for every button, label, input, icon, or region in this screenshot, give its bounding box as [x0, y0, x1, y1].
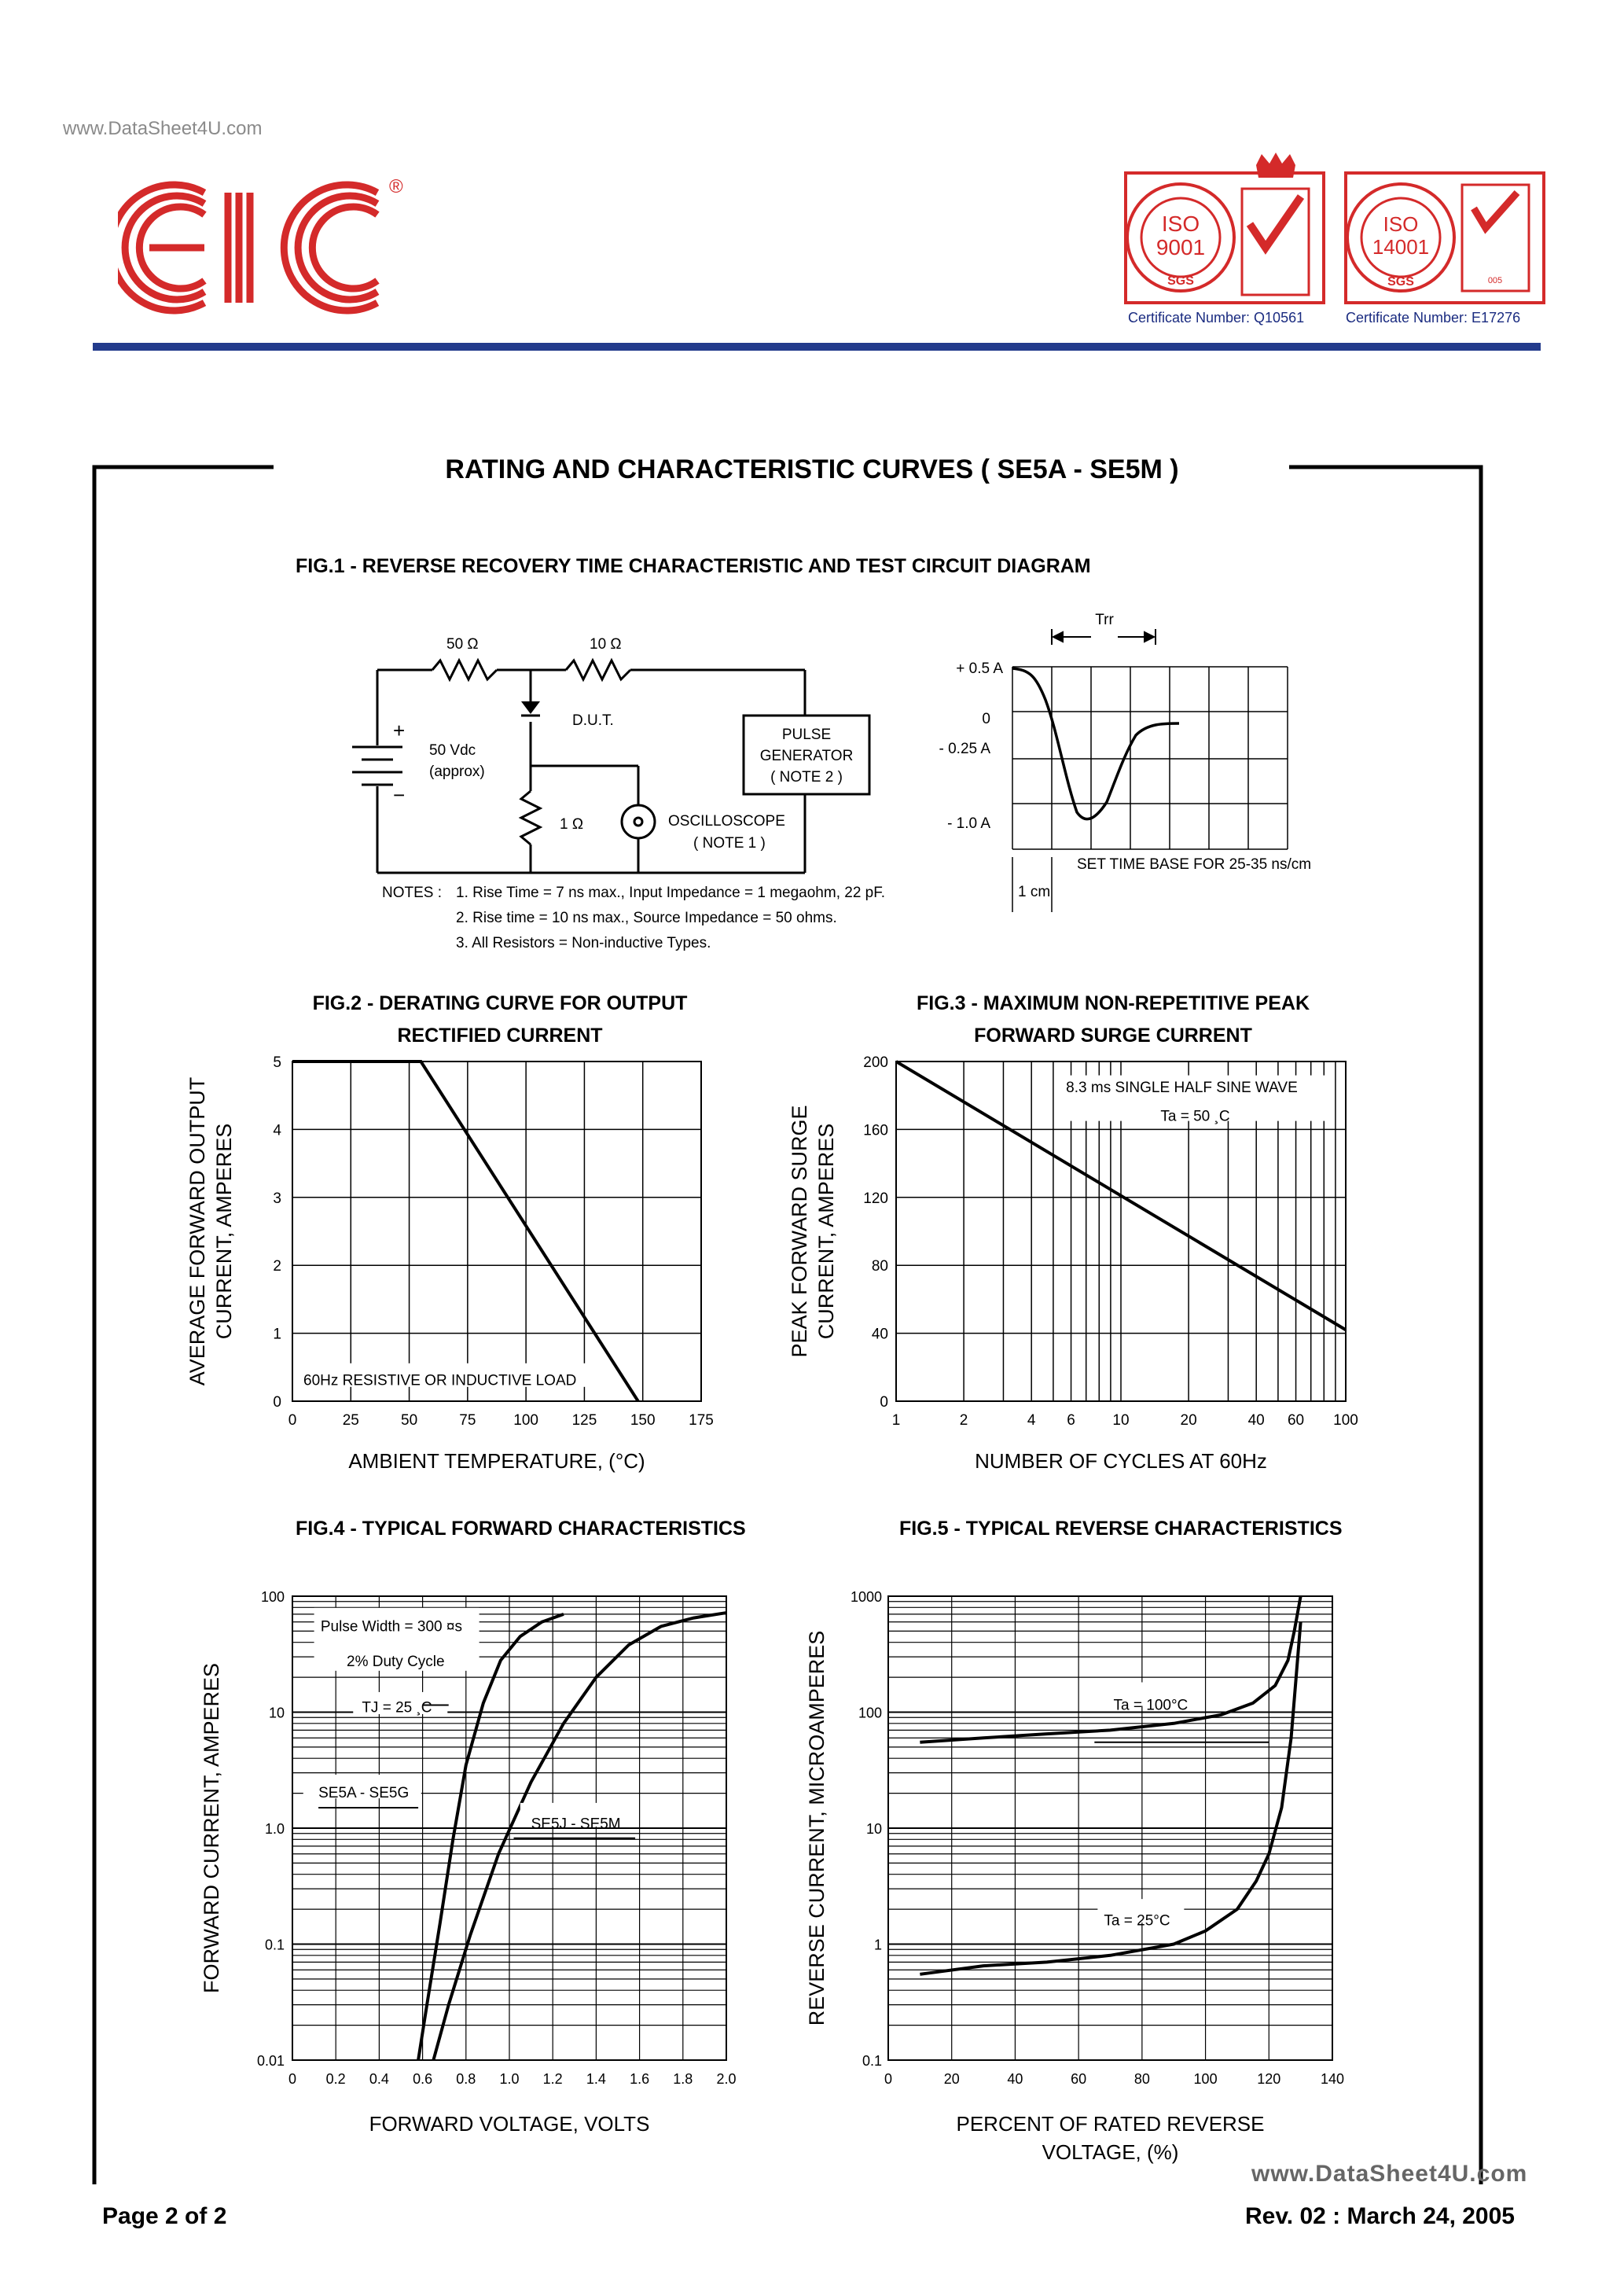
svg-text:1 cm: 1 cm	[1018, 884, 1051, 900]
y-axis-label: AVERAGE FORWARD OUTPUT	[186, 1076, 209, 1386]
revision: Rev. 02 : March 24, 2005	[1245, 2203, 1515, 2229]
svg-text:SGS: SGS	[1387, 275, 1414, 289]
x-tick-label: 0.4	[369, 2071, 389, 2087]
svg-text:NOTES :: NOTES :	[382, 885, 443, 901]
annotation: Pulse Width = 300 ¤s	[320, 1618, 462, 1636]
y-tick-label: 100	[260, 1589, 285, 1605]
x-tick-label: 60	[1287, 1412, 1305, 1429]
annotation: Ta = 50 ¸C	[1160, 1108, 1230, 1125]
fig1-title: FIG.1 - REVERSE RECOVERY TIME CHARACTERISTIC AND TEST CIRCUIT DIAGRAM	[296, 555, 1091, 577]
eic-logo	[118, 169, 432, 318]
svg-text:PULSE: PULSE	[781, 727, 832, 743]
y-axis-label: FORWARD CURRENT, AMPERES	[200, 1662, 223, 1994]
x-tick-label: 50	[401, 1412, 418, 1429]
grid	[888, 1596, 1332, 2060]
x-tick-label: 125	[571, 1412, 597, 1429]
annotation: 60Hz RESISTIVE OR INDUCTIVE LOAD	[303, 1372, 577, 1389]
x-tick-label: 0	[288, 2071, 297, 2087]
page-number: Page 2 of 2	[102, 2203, 227, 2229]
y-tick-label: 80	[871, 1258, 888, 1275]
svg-text:50 Vdc: 50 Vdc	[429, 742, 476, 759]
svg-text:0: 0	[982, 711, 990, 727]
x-tick-label: 0.8	[456, 2071, 476, 2087]
x-tick-label: 20	[943, 2071, 960, 2087]
series-se5a-se5g	[418, 1614, 564, 2060]
x-axis-label: AMBIENT TEMPERATURE, (°C)	[348, 1449, 645, 1473]
y-tick-label: 1.0	[264, 1821, 285, 1837]
y-tick-label: 1000	[850, 1589, 882, 1605]
svg-text:ISO: ISO	[1383, 212, 1419, 236]
x-tick-label: 100	[1333, 1412, 1358, 1429]
fig5-title: FIG.5 - TYPICAL REVERSE CHARACTERISTICS	[899, 1518, 1343, 1540]
y-tick-label: 120	[863, 1190, 888, 1207]
fig4-title: FIG.4 - TYPICAL FORWARD CHARACTERISTICS	[296, 1518, 746, 1540]
svg-text:( NOTE 2 ): ( NOTE 2 )	[770, 769, 843, 786]
y-tick-label: 200	[863, 1054, 888, 1071]
series-label: SE5A - SE5G	[318, 1784, 410, 1801]
x-tick-label: 1.6	[630, 2071, 650, 2087]
svg-text:14001: 14001	[1372, 235, 1430, 259]
svg-text:- 0.25 A: - 0.25 A	[939, 741, 990, 757]
svg-text:9001: 9001	[1156, 235, 1206, 259]
cert-number-e: Certificate Number: E17276	[1346, 310, 1521, 326]
svg-text:( NOTE 1 ): ( NOTE 1 )	[693, 835, 766, 852]
fig1-waveform	[912, 605, 1352, 920]
iso9001-seal	[1124, 149, 1328, 330]
y-tick-label: 0	[273, 1394, 281, 1411]
svg-text:SGS: SGS	[1167, 274, 1194, 288]
y-tick-label: 1	[273, 1326, 281, 1343]
derating-curve	[292, 1062, 638, 1401]
x-tick-label: 60	[1071, 2071, 1087, 2087]
y-tick-label: 100	[858, 1705, 882, 1721]
annotation: TJ = 25 ¸C	[362, 1699, 432, 1716]
svg-text:Trr: Trr	[1095, 612, 1114, 628]
fig4-chart	[173, 1580, 755, 2147]
x-tick-label: 4	[1027, 1412, 1036, 1429]
page-title: RATING AND CHARACTERISTIC CURVES ( SE5A - SE5M )	[445, 454, 1179, 484]
x-axis-label: VOLTAGE, (%)	[1042, 2140, 1179, 2164]
svg-text:005: 005	[1487, 276, 1503, 285]
series-se5j-se5m	[433, 1613, 726, 2060]
x-tick-label: 120	[1257, 2071, 1281, 2087]
annotation: 2% Duty Cycle	[347, 1653, 445, 1670]
svg-text:+ 0.5 A: + 0.5 A	[956, 660, 1003, 677]
svg-text:D.U.T.: D.U.T.	[572, 712, 614, 729]
x-tick-label: 75	[459, 1412, 476, 1429]
fig2-chart	[173, 1046, 739, 1486]
registered-mark: ®	[389, 176, 403, 197]
svg-text:OSCILLOSCOPE: OSCILLOSCOPE	[668, 813, 785, 830]
svg-text:3. All Resistors = Non-inducti: 3. All Resistors = Non-inductive Types.	[456, 935, 711, 951]
x-tick-label: 10	[1112, 1412, 1130, 1429]
x-tick-label: 150	[630, 1412, 656, 1429]
watermark-text: www.DataSheet4U.com	[63, 118, 263, 139]
svg-text:−: −	[393, 783, 406, 807]
series-label: SE5J - SE5M	[531, 1816, 621, 1833]
y-axis-label: REVERSE CURRENT, MICROAMPERES	[805, 1630, 829, 2026]
svg-text:(approx): (approx)	[429, 763, 485, 780]
y-tick-label: 5	[273, 1054, 281, 1071]
svg-text:10 Ω: 10 Ω	[590, 636, 622, 653]
y-tick-label: 0.1	[264, 1937, 285, 1953]
x-axis-label: NUMBER OF CYCLES AT 60Hz	[975, 1449, 1267, 1473]
footer-watermark: www.DataSheet4U.com	[1251, 2161, 1528, 2187]
svg-text:2. Rise time = 10 ns max., Sou: 2. Rise time = 10 ns max., Source Impedance = 50 ohms.	[456, 910, 837, 926]
x-tick-label: 0	[884, 2071, 893, 2087]
y-tick-label: 3	[273, 1190, 281, 1207]
x-tick-label: 2.0	[716, 2071, 737, 2087]
svg-text:GENERATOR: GENERATOR	[759, 748, 854, 764]
y-tick-label: 0	[880, 1394, 888, 1411]
series-ta-100	[920, 1596, 1300, 1742]
x-tick-label: 175	[689, 1412, 714, 1429]
x-tick-label: 1	[891, 1412, 901, 1429]
fig3-title: FIG.3 - MAXIMUM NON-REPETITIVE PEAK FORWARD SURGE CURRENT	[916, 992, 1310, 1047]
x-tick-label: 0.6	[413, 2071, 433, 2087]
series-label: Ta = 25°C	[1104, 1912, 1170, 1930]
plot-frame	[292, 1062, 701, 1401]
x-tick-label: 40	[1007, 2071, 1023, 2087]
annotation: 8.3 ms SINGLE HALF SINE WAVE	[1066, 1079, 1298, 1096]
svg-text:1 Ω: 1 Ω	[560, 816, 584, 833]
y-tick-label: 10	[865, 1821, 882, 1837]
fig3-chart	[778, 1046, 1376, 1486]
y-tick-label: 2	[273, 1258, 281, 1275]
x-tick-label: 6	[1067, 1412, 1075, 1429]
x-tick-label: 80	[1133, 2071, 1150, 2087]
svg-text:+: +	[393, 719, 406, 742]
y-tick-label: 0.1	[862, 2053, 882, 2069]
x-tick-label: 40	[1247, 1412, 1265, 1429]
x-tick-label: 2	[959, 1412, 968, 1429]
y-axis-label: PEAK FORWARD SURGE	[788, 1105, 811, 1358]
grid	[292, 1062, 701, 1401]
y-tick-label: 10	[268, 1705, 285, 1721]
y-tick-label: 160	[863, 1122, 888, 1139]
x-tick-label: 140	[1320, 2071, 1345, 2087]
fig2-title: FIG.2 - DERATING CURVE FOR OUTPUT RECTIFIED CURRENT	[312, 992, 688, 1047]
x-tick-label: 1.8	[673, 2071, 693, 2087]
series-label: Ta = 100°C	[1113, 1697, 1189, 1714]
fig5-chart	[778, 1580, 1376, 2178]
y-axis-label: CURRENT, AMPERES	[814, 1123, 838, 1340]
x-tick-label: 1.4	[586, 2071, 606, 2087]
iso14001-seal	[1344, 169, 1549, 311]
x-tick-label: 0.2	[325, 2071, 346, 2087]
x-axis-label: FORWARD VOLTAGE, VOLTS	[369, 2112, 650, 2136]
x-tick-label: 1.0	[499, 2071, 520, 2087]
y-tick-label: 40	[871, 1326, 888, 1343]
x-tick-label: 0	[288, 1412, 297, 1429]
x-tick-label: 100	[1193, 2071, 1218, 2087]
x-tick-label: 100	[513, 1412, 538, 1429]
svg-text:SET TIME BASE FOR 25-35 ns/cm: SET TIME BASE FOR 25-35 ns/cm	[1077, 856, 1312, 873]
x-tick-label: 25	[342, 1412, 359, 1429]
y-tick-label: 1	[873, 1937, 882, 1953]
cert-number-q: Certificate Number: Q10561	[1128, 310, 1305, 326]
y-tick-label: 4	[273, 1122, 281, 1139]
svg-text:50 Ω: 50 Ω	[446, 636, 479, 653]
svg-text:- 1.0 A: - 1.0 A	[947, 815, 990, 832]
y-axis-label: CURRENT, AMPERES	[212, 1123, 236, 1340]
header-rule	[93, 343, 1541, 351]
x-tick-label: 20	[1180, 1412, 1197, 1429]
x-axis-label: PERCENT OF RATED REVERSE	[956, 2112, 1265, 2136]
svg-text:ISO: ISO	[1161, 212, 1200, 236]
y-tick-label: 0.01	[256, 2053, 285, 2069]
svg-text:1. Rise Time = 7 ns max., Inpu: 1. Rise Time = 7 ns max., Input Impedance = 1 megaohm, 22 pF.	[456, 885, 886, 901]
x-tick-label: 1.2	[542, 2071, 563, 2087]
